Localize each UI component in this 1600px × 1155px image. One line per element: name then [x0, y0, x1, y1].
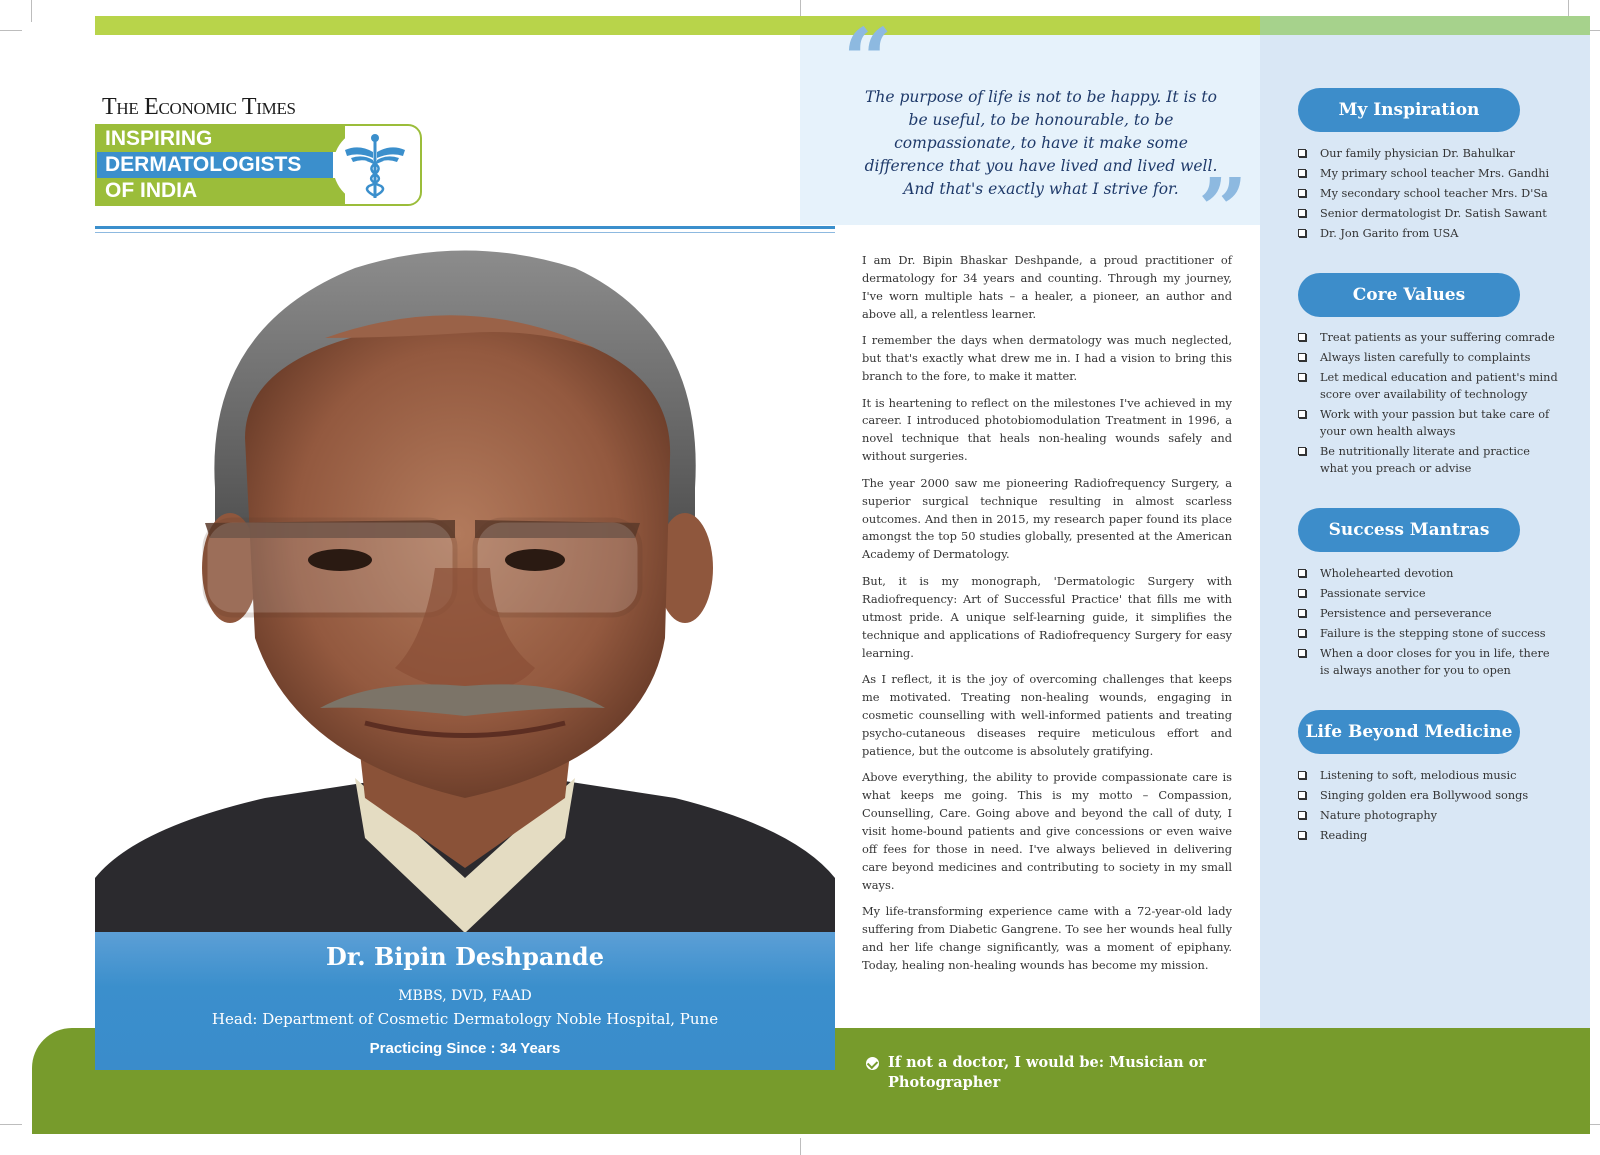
body-paragraph: It is heartening to reflect on the milestones I've achieved in my career. I introduced photobiomodulation Treatment in 1996, a novel technique that heals non-healing wounds safely and without surgeries.: [862, 395, 1232, 464]
profile-caption: [95, 932, 835, 1070]
top-accent-bar: [95, 16, 1260, 35]
series-logo-line: DERMATOLOGISTS: [97, 152, 333, 178]
publication-title: The Economic Times: [102, 94, 296, 120]
section-title-inspiration: My Inspiration: [1298, 88, 1520, 132]
list-item: Listening to soft, melodious music: [1298, 767, 1560, 784]
list-item: Dr. Jon Garito from USA: [1298, 225, 1560, 242]
section-title-life-beyond-medicine: Life Beyond Medicine: [1298, 710, 1520, 754]
body-paragraph: I remember the days when dermatology was much neglected, but that's exactly what drew me in. I had a vision to bring this branch to the fore, to make it matter.: [862, 333, 1232, 384]
list-item: Persistence and perseverance: [1298, 605, 1560, 622]
alternate-career: If not a doctor, I would be: Musician or Photographer: [888, 1054, 1207, 1091]
crop-mark: [31, 0, 32, 22]
section-title-core-values: Core Values: [1298, 273, 1520, 317]
list-item: Always listen carefully to complaints: [1298, 349, 1560, 366]
divider: [95, 232, 835, 233]
practicing-since: Practicing Since : 34 Years: [369, 1040, 561, 1057]
crop-mark: [0, 30, 22, 31]
doctor-position: Head: Department of Cosmetic Dermatology Noble Hospital, Pune: [211, 1010, 719, 1028]
series-logo: [95, 124, 422, 206]
article-body: [862, 252, 1232, 983]
caduceus-icon: [333, 128, 419, 204]
doctor-qualifications: MBBS, DVD, FAAD: [398, 988, 532, 1004]
body-paragraph: My life-transforming experience came with a 72-year-old lady suffering from Diabetic Gangrene. To see her wounds heal fully and her life change significantly, was a moment of epiphany. Today, healing non-healing wounds has become my mission.: [862, 904, 1232, 972]
body-paragraph: The year 2000 saw me pioneering Radiofrequency Surgery, a superior surgical technique resulting in almost scarless outcomes. And then in 2015, my research paper found its place amongst the top 50 studies globally, presented at the American Academy of Dermatology.: [862, 475, 1232, 562]
divider: [95, 226, 835, 229]
series-logo-line: OF INDIA: [97, 178, 345, 204]
list-item: Let medical education and patient's mind score over availability of technology: [1298, 369, 1560, 403]
list-item: Reading: [1298, 827, 1560, 844]
section-title-success-mantras: Success Mantras: [1298, 508, 1520, 552]
list-item: Senior dermatologist Dr. Satish Sawant: [1298, 205, 1560, 222]
core-values-list: [1298, 329, 1560, 480]
life-beyond-medicine-list: [1298, 767, 1560, 847]
crop-mark: [800, 1138, 801, 1155]
checkmark-icon: [866, 1057, 879, 1070]
list-item: My secondary school teacher Mrs. D'Sa: [1298, 185, 1560, 202]
open-quote-icon: “: [843, 10, 893, 111]
list-item: Failure is the stepping stone of success: [1298, 625, 1560, 642]
list-item: Wholehearted devotion: [1298, 565, 1560, 582]
list-item: Nature photography: [1298, 807, 1560, 824]
list-item: Passionate service: [1298, 585, 1560, 602]
list-item: Our family physician Dr. Bahulkar: [1298, 145, 1560, 162]
list-item: Work with your passion but take care of your own health always: [1298, 406, 1560, 440]
list-item: Treat patients as your suffering comrade: [1298, 329, 1560, 346]
body-paragraph: But, it is my monograph, 'Dermatologic Surgery with Radiofrequency: Art of Successful Practice' that fills me with utmost pride. A unique self-learning guide, it simplifies the technique and applications of Radiofrequency Surgery for easy learning.: [862, 573, 1232, 660]
crop-mark: [800, 0, 801, 16]
list-item: My primary school teacher Mrs. Gandhi: [1298, 165, 1560, 182]
top-accent-bar-right: [1260, 16, 1590, 35]
list-item: Be nutritionally literate and practice what you preach or advise: [1298, 443, 1560, 477]
doctor-name: Dr. Bipin Deshpande: [326, 942, 604, 971]
body-paragraph: I am Dr. Bipin Bhaskar Deshpande, a proud practitioner of dermatology for 34 years and counting. Through my journey, I've worn multiple hats – a healer, a pioneer, an author and above all, a relentless learner.: [862, 253, 1232, 321]
quote-text: The purpose of life is not to be happy. It is to be useful, to be honourable, to be compassionate, to have it make some difference that you have lived and lived well. And that's exactly what I strive for.: [864, 88, 1218, 198]
body-paragraph: Above everything, the ability to provide compassionate care is what keeps me going. This is my motto – Compassion, Counselling, Care. Going above and beyond the call of duty, I visit home-bound patients and give concessions or even waive off fees for those in need. I've always believed in delivering care beyond medicines and contributing to society in my small ways.: [862, 770, 1232, 892]
success-mantras-list: [1298, 565, 1560, 682]
inspiration-list: [1298, 145, 1560, 245]
crop-mark: [0, 1124, 22, 1125]
list-item: When a door closes for you in life, there is always another for you to open: [1298, 645, 1560, 679]
doctor-portrait: [95, 238, 835, 933]
series-logo-line: INSPIRING: [97, 126, 345, 152]
close-quote-icon: ”: [1198, 160, 1248, 261]
body-paragraph: As I reflect, it is the joy of overcoming challenges that keeps me motivated. Treating non-healing wounds, engaging in cosmetic counselling with well-informed patients and treating psycho-cutaneous diseases require meticulous effort and patience, but the outcome is absolutely gratifying.: [862, 672, 1232, 758]
list-item: Singing golden era Bollywood songs: [1298, 787, 1560, 804]
